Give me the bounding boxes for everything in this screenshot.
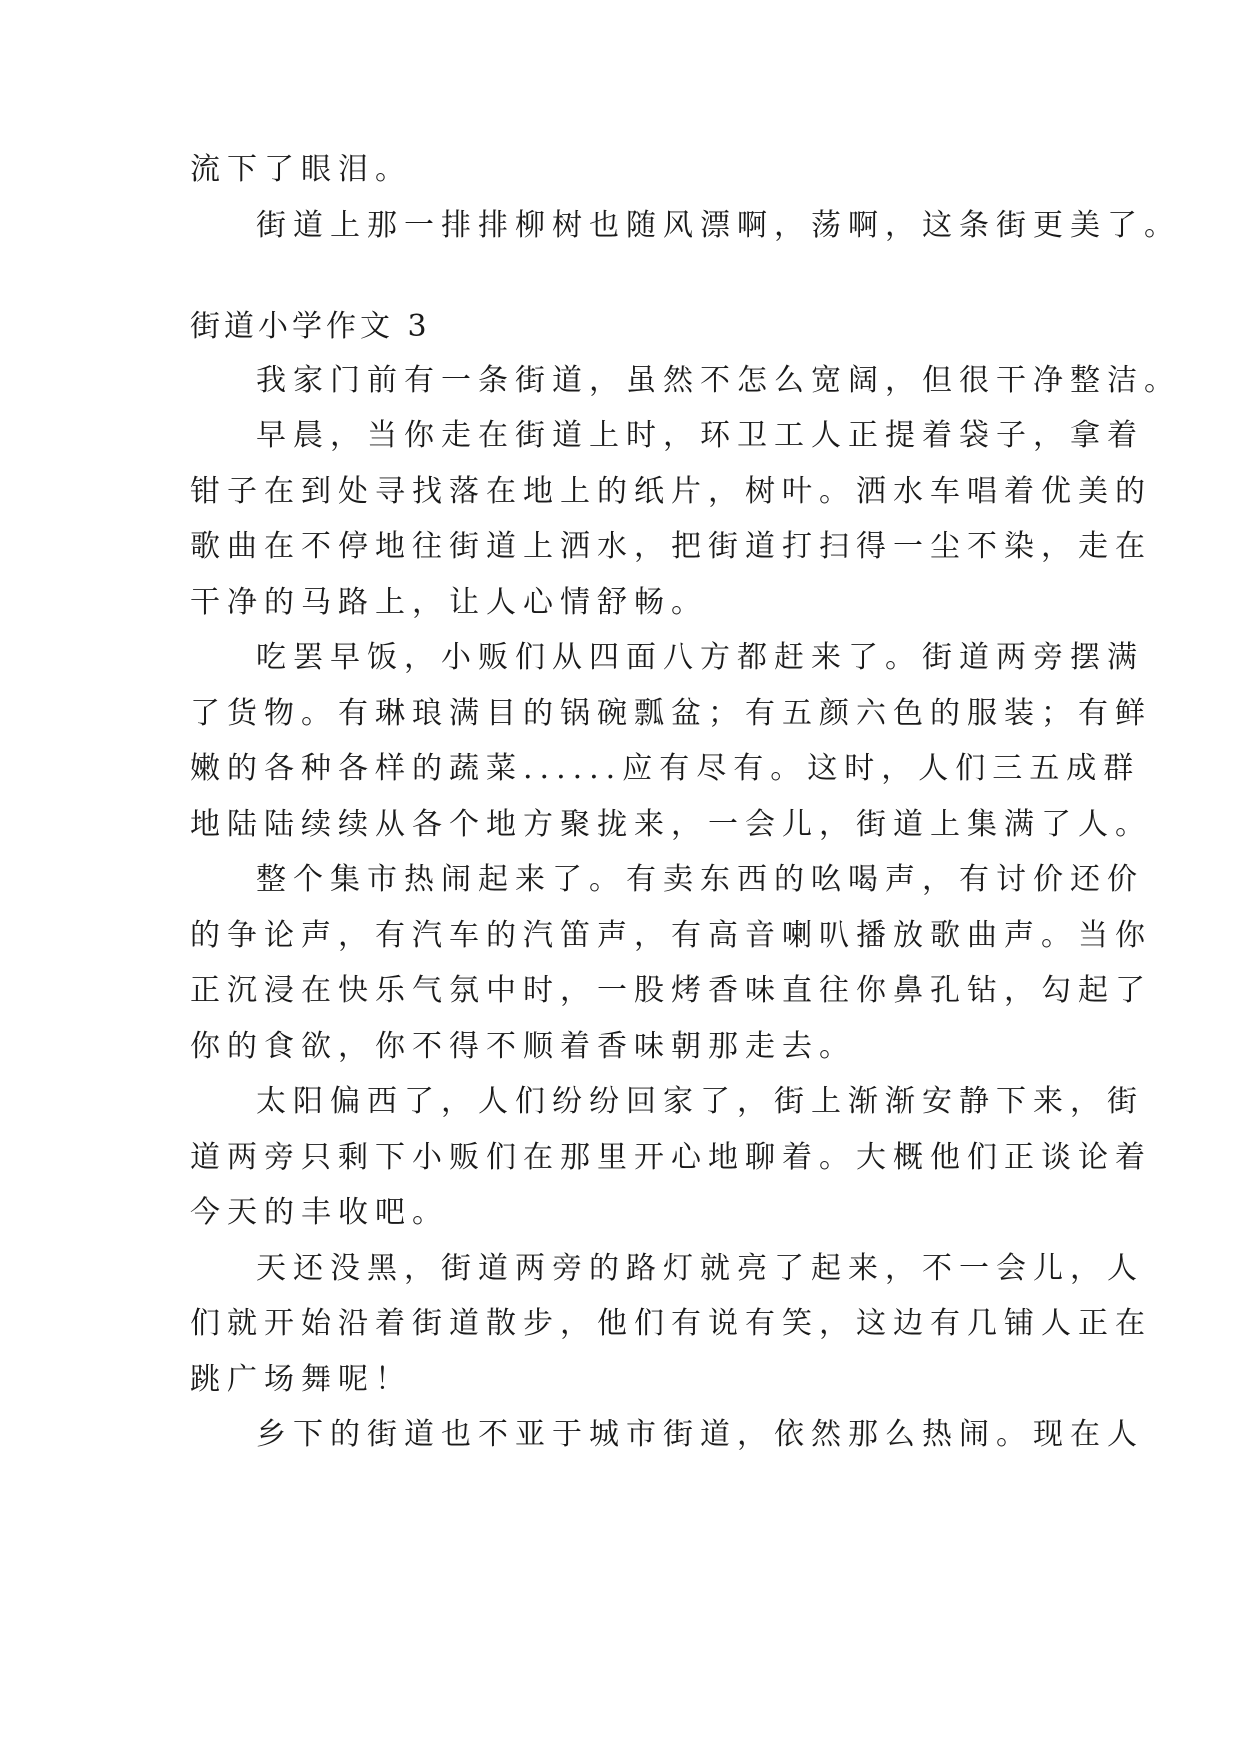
text-line: 钳子在到处寻找落在地上的纸片，树叶。洒水车唱着优美的 (190, 474, 1152, 509)
text-line: 早晨，当你走在街道上时，环卫工人正提着袋子，拿着 (256, 418, 1144, 453)
text-line: 乡下的街道也不亚于城市街道，依然那么热闹。现在人 (256, 1417, 1144, 1452)
text-line: 了货物。有琳琅满目的锅碗瓢盆；有五颜六色的服装；有鲜 (190, 696, 1152, 731)
text-line: 今天的丰收吧。 (190, 1195, 449, 1230)
text-line: 们就开始沿着街道散步，他们有说有笑，这边有几铺人正在 (190, 1306, 1152, 1341)
text-line: 道两旁只剩下小贩们在那里开心地聊着。大概他们正谈论着 (190, 1140, 1152, 1175)
text-line: 歌曲在不停地往街道上洒水，把街道打扫得一尘不染，走在 (190, 529, 1152, 564)
text-line: 街道上那一排排柳树也随风漂啊，荡啊，这条街更美了。 (256, 208, 1181, 243)
text-line: 天还没黑，街道两旁的路灯就亮了起来，不一会儿，人 (256, 1251, 1144, 1286)
text-line: 正沉浸在快乐气氛中时，一股烤香味直往你鼻孔钻，勾起了 (190, 973, 1152, 1008)
text-line: 太阳偏西了，人们纷纷回家了，街上渐渐安静下来，街 (256, 1084, 1144, 1119)
text-line: 地陆陆续续从各个地方聚拢来，一会儿，街道上集满了人。 (190, 807, 1152, 842)
text-line: 流下了眼泪。 (190, 152, 412, 187)
text-line: 嫩的各种各样的蔬菜......应有尽有。这时，人们三五成群 (190, 751, 1141, 786)
text-line: 你的食欲，你不得不顺着香味朝那走去。 (190, 1029, 856, 1064)
text-line: 跳广场舞呢！ (190, 1362, 412, 1397)
text-line: 吃罢早饭，小贩们从四面八方都赶来了。街道两旁摆满 (256, 640, 1144, 675)
section-heading: 街道小学作文 3 (190, 309, 431, 344)
text-line: 我家门前有一条街道，虽然不怎么宽阔，但很干净整洁。 (256, 363, 1181, 398)
text-line: 整个集市热闹起来了。有卖东西的吆喝声，有讨价还价 (256, 862, 1144, 897)
text-line: 干净的马路上，让人心情舒畅。 (190, 585, 708, 620)
text-line: 的争论声，有汽车的汽笛声，有高音喇叭播放歌曲声。当你 (190, 918, 1152, 953)
